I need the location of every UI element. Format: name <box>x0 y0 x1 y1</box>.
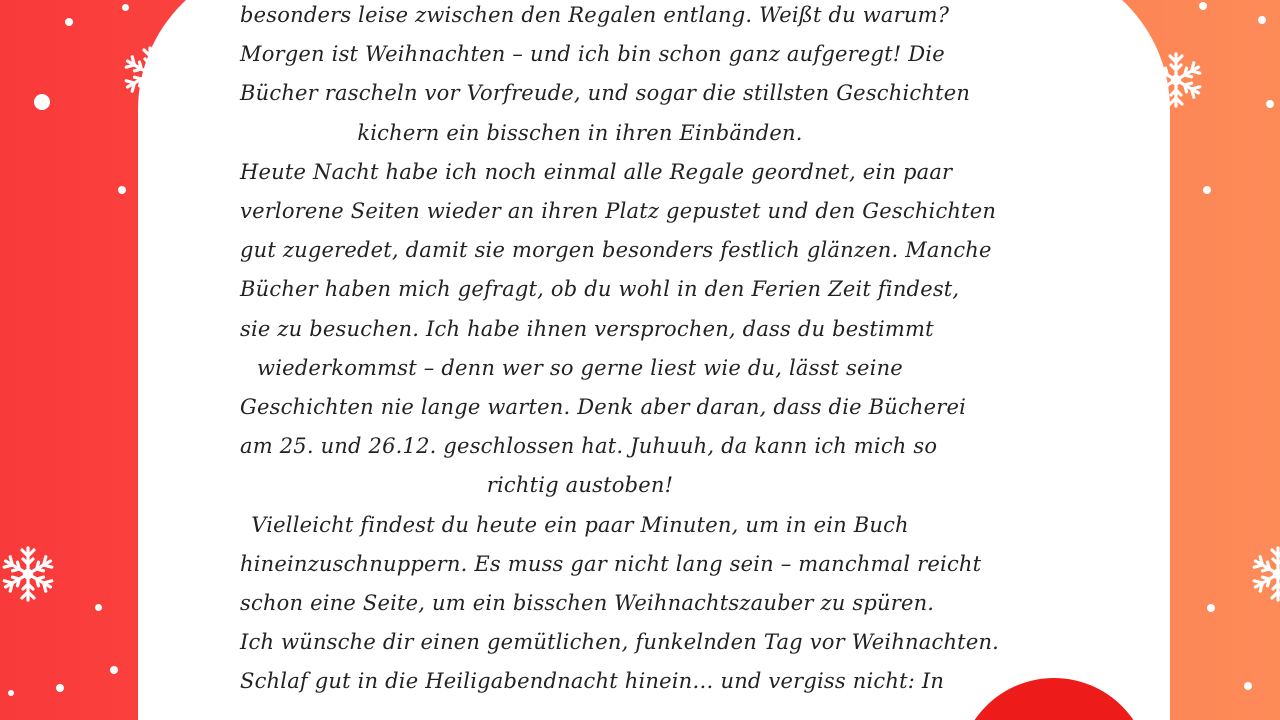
letter-line: Morgen ist Weihnachten – und ich bin schon ganz aufgeregt! Die <box>240 42 945 67</box>
snow-dot <box>34 94 50 110</box>
letter-line: kichern ein bisschen in ihren Einbänden. <box>357 120 803 145</box>
letter-line: Ich wünsche dir einen gemütlichen, funkelnden Tag vor Weihnachten. <box>240 630 1000 655</box>
snow-dot <box>1207 604 1215 612</box>
letter-body <box>240 0 1000 702</box>
snow-dot <box>118 186 126 194</box>
letter-line: sie zu besuchen. Ich habe ihnen versprochen, dass du bestimmt <box>240 316 934 341</box>
letter-line: wiederkommst – denn wer so gerne liest wie du, lässt seine <box>257 355 903 380</box>
snow-dot <box>1199 2 1207 10</box>
letter-line: am 25. und 26.12. geschlossen hat. Juhuuh, da kann ich mich so <box>240 434 938 459</box>
snow-dot <box>8 690 14 696</box>
snow-dot <box>65 18 73 26</box>
santa-hat-icon <box>958 678 1150 720</box>
letter-line: hineinzuschnuppern. Es muss gar nicht lang sein – manchmal reicht <box>240 551 982 576</box>
letter-line: Bücher rascheln vor Vorfreude, und sogar die stillsten Geschichten <box>240 81 971 106</box>
letter-line: besonders leise zwischen den Regalen entlang. Weißt du warum? <box>240 3 950 27</box>
snow-dot <box>122 4 129 11</box>
letter-line: Bücher haben mich gefragt, ob du wohl in den Ferien Zeit findest, <box>240 277 960 302</box>
letter-line: schon eine Seite, um ein bisschen Weihnachtszauber zu spüren. <box>240 591 935 616</box>
snow-dot <box>56 684 64 692</box>
snow-dot <box>1258 16 1266 24</box>
letter-line: verlorene Seiten wieder an ihren Platz gepustet und den Geschichten <box>240 199 997 224</box>
snow-dot <box>95 604 102 611</box>
letter-line: Schlaf gut in die Heiligabendnacht hinein… und vergiss nicht: In <box>240 669 945 694</box>
snowflake-icon <box>0 544 58 604</box>
letter-line: Geschichten nie lange warten. Denk aber daran, dass die Bücherei <box>240 395 967 420</box>
letter-line: gut zugeredet, damit sie morgen besonders festlich glänzen. Manche <box>240 238 992 263</box>
letter-line: Heute Nacht habe ich noch einmal alle Regale geordnet, ein paar <box>240 159 953 184</box>
snow-dot <box>1203 186 1211 194</box>
snow-dot <box>1244 682 1252 690</box>
snow-dot <box>110 666 118 674</box>
snow-dot <box>1266 100 1274 108</box>
letter-line: richtig austoben! <box>486 473 674 498</box>
snowflake-icon <box>1248 544 1280 604</box>
letter-line: Vielleicht findest du heute ein paar Minuten, um in ein Buch <box>251 512 909 537</box>
